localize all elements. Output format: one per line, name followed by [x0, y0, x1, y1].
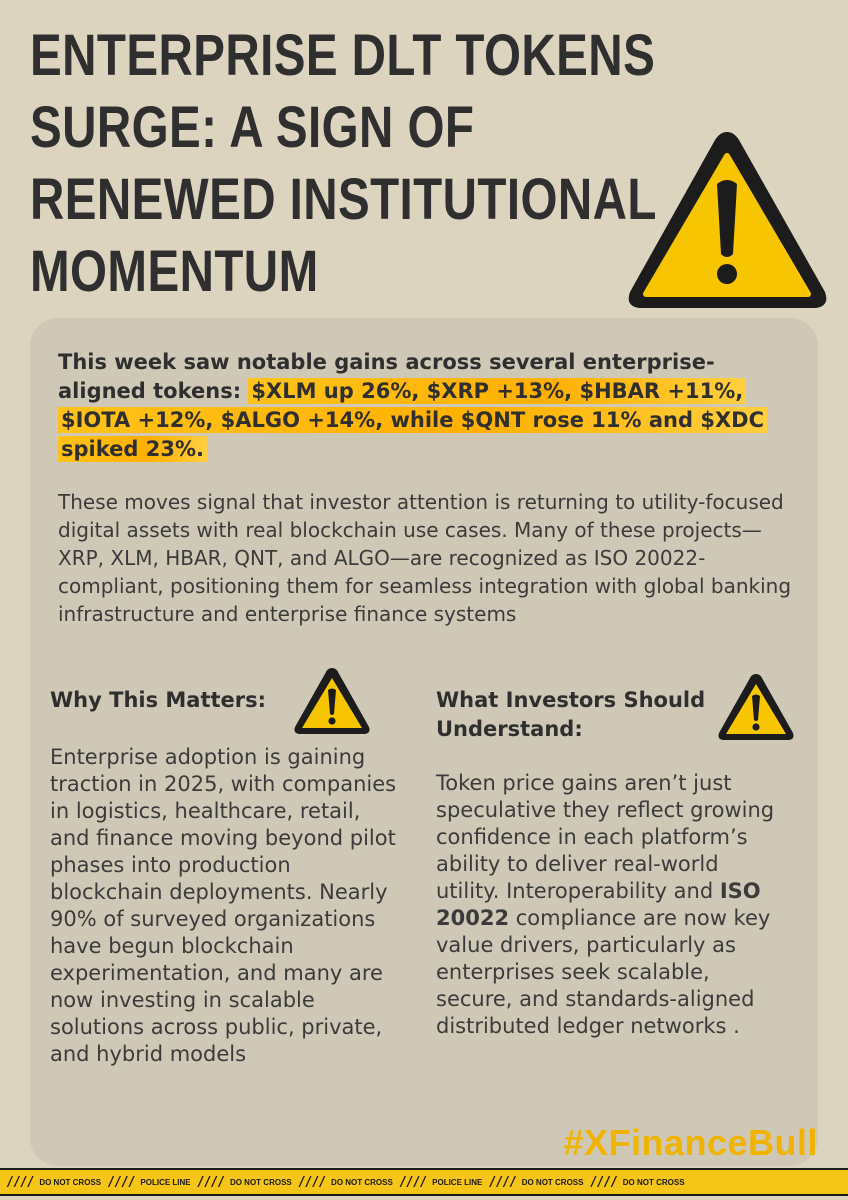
tape-segment	[393, 1175, 483, 1190]
warning-triangle-icon	[620, 122, 835, 322]
tape-segment	[191, 1175, 292, 1190]
tape-segment	[292, 1175, 393, 1190]
investors-body-bold: ISO 20022	[436, 879, 761, 930]
title-line-2: SURGE: A SIGN OF	[30, 95, 475, 160]
warning-triangle-icon	[292, 664, 372, 738]
investors-heading: What Investors Should Understand:	[436, 688, 706, 741]
caution-tape	[0, 1168, 848, 1196]
page-title	[30, 20, 657, 308]
tape-stripes: ////	[589, 1174, 617, 1190]
lead-text: This week saw notable gains across several enterprise-aligned tokens:	[58, 350, 715, 403]
warning-triangle-icon	[716, 670, 796, 744]
investors-body	[436, 770, 781, 1040]
tape-label: POLICE LINE	[140, 1177, 191, 1187]
lead-summary	[58, 348, 798, 464]
tape-segment	[0, 1175, 101, 1190]
tape-label: DO NOT CROSS	[622, 1177, 685, 1187]
tape-stripes: ////	[297, 1174, 326, 1190]
lead-highlight: $XLM up 26%, $XRP +13%, $HBAR +11%, $IOTA +12%, $ALGO +14%, while $QNT rose 11% and $XDC spiked 23%.	[58, 378, 767, 462]
tape-segment	[583, 1175, 684, 1190]
tape-segment	[482, 1175, 583, 1190]
tape-label: POLICE LINE	[432, 1177, 483, 1187]
title-line-4: MOMENTUM	[30, 239, 319, 304]
investors-body-text-2: compliance are now key value drivers, particularly as enterprises seek scalable, secure, and standards-aligned distributed ledger networks .	[436, 906, 771, 1038]
intro-paragraph: These moves signal that investor attention is returning to utility-focused digital assets with real blockchain use cases. Many of these projects—XRP, XLM, HBAR, QNT, and ALGO—are recognized as ISO 20022-compliant, positioning them for seamless integration with global banking infrastructure and enterprise finance systems	[58, 490, 792, 626]
tape-stripes: ////	[398, 1174, 427, 1190]
tape-label: DO NOT CROSS	[331, 1177, 393, 1187]
tape-stripes: ////	[6, 1174, 34, 1190]
hashtag: #XFinanceBull	[563, 1122, 818, 1163]
tape-stripes: ////	[488, 1174, 516, 1190]
tape-stripes: ////	[107, 1174, 135, 1190]
tape-label: DO NOT CROSS	[229, 1177, 292, 1187]
title-line-3: RENEWED INSTITUTIONAL	[30, 167, 657, 232]
investors-body-text-1: Token price gains aren’t just speculative they reflect growing confidence in each platform’s ability to deliver real-world utility. Interoperability and	[436, 771, 775, 903]
title-line-1: ENTERPRISE DLT TOKENS	[30, 23, 656, 88]
tape-stripes: ////	[196, 1174, 224, 1190]
why-body: Enterprise adoption is gaining traction in 2025, with companies in logistics, healthcare, retail, and finance moving beyond pilot phases into production blockchain deployments. Nearly 90% of surveyed organizations have begun blockchain experimentation, and many are now investing in scalable solutions across public, private, and hybrid models	[50, 745, 397, 1066]
tape-segment	[101, 1175, 191, 1190]
tape-label: DO NOT CROSS	[521, 1177, 584, 1187]
why-heading: Why This Matters:	[50, 688, 267, 712]
tape-label: DO NOT CROSS	[39, 1177, 102, 1187]
